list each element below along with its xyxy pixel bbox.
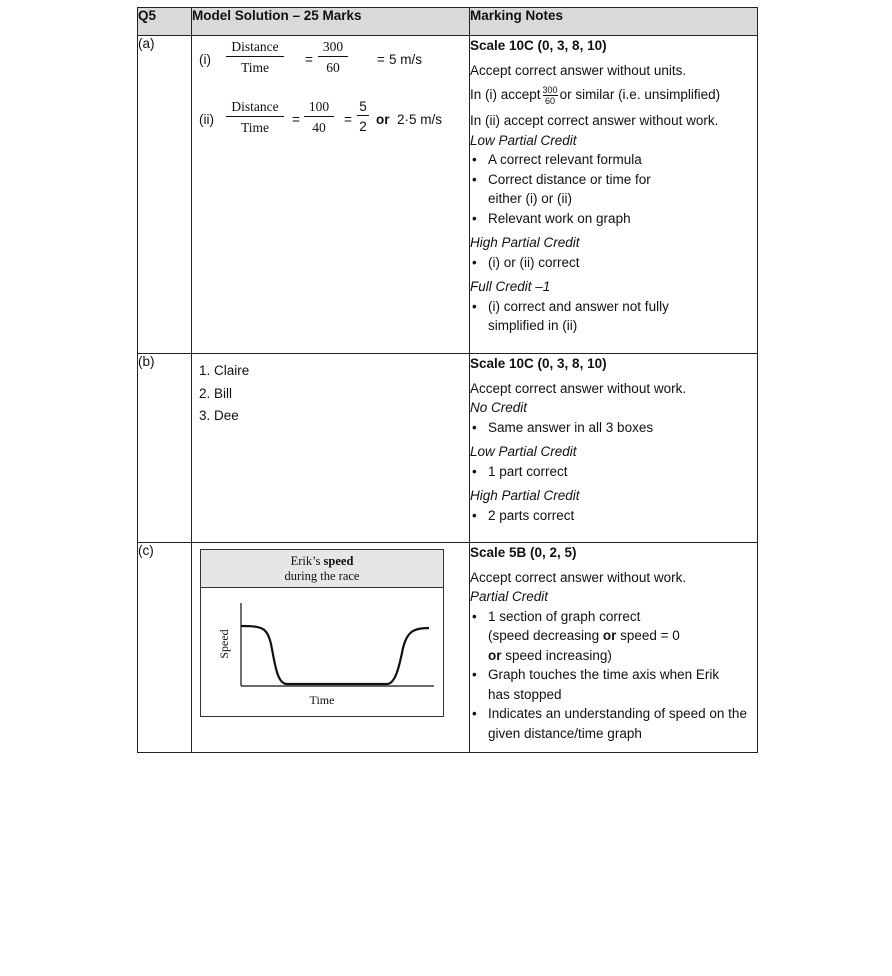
- solution-a: [192, 36, 470, 354]
- fraction-distance-time-ii: [226, 99, 284, 136]
- note-line: Accept correct answer without work.: [470, 380, 687, 396]
- numerator: 300: [318, 39, 348, 57]
- fraction-300-60: [318, 39, 348, 76]
- notes-b: [470, 354, 758, 543]
- denominator: Time: [240, 60, 269, 75]
- speed-graph: [200, 549, 444, 717]
- or-text: or: [602, 628, 617, 643]
- list-item: • (i) or (ii) correct: [470, 253, 757, 273]
- inline-fraction: [543, 85, 558, 106]
- equals-sign: =: [305, 52, 313, 67]
- row-b: [138, 354, 758, 543]
- low-credit-list: [470, 462, 757, 482]
- numerator: 300: [542, 85, 558, 95]
- note-line: Accept correct answer without work.: [470, 569, 687, 585]
- notes-a: [470, 36, 758, 354]
- note-text: In (i) accept: [470, 87, 541, 103]
- header-question: Q5: [138, 8, 192, 36]
- solution-c: [192, 543, 470, 753]
- credit-heading-low: Low Partial Credit: [470, 444, 577, 459]
- marking-scheme-table: [137, 7, 758, 753]
- list-item: • Indicates an understanding of speed on the given distance/time graph: [470, 704, 757, 743]
- note-text: speed = 0: [620, 628, 680, 643]
- no-credit-list: [470, 418, 757, 438]
- label-b: (b): [138, 354, 192, 543]
- speed-curve: [241, 626, 429, 684]
- list-item-line: [488, 626, 757, 646]
- numerator: 5: [357, 99, 369, 116]
- scale-c: Scale 5B (0, 2, 5): [470, 545, 577, 560]
- graph-title-text: Erik’s: [290, 554, 324, 568]
- or-text: or: [376, 112, 390, 127]
- list-item: 3. Dee: [199, 408, 239, 423]
- graph-subtitle: during the race: [284, 569, 360, 583]
- denominator: Time: [240, 120, 269, 135]
- credit-heading-high: High Partial Credit: [470, 235, 580, 250]
- answer-list: [192, 360, 469, 428]
- list-item: • Correct distance or time for either (i) or (ii): [470, 170, 668, 209]
- numerator: Distance: [226, 99, 284, 117]
- list-item: 1. Claire: [199, 363, 250, 378]
- list-item-line: [488, 646, 757, 666]
- denominator: 60: [326, 60, 340, 75]
- graph-title: [201, 550, 443, 588]
- low-credit-list: [470, 150, 757, 228]
- list-item: • Relevant work on graph: [470, 209, 757, 229]
- note-text: or similar (i.e. unsimplified): [559, 87, 721, 103]
- numerator: Distance: [226, 39, 284, 57]
- list-item: • 2 parts correct: [470, 506, 757, 526]
- or-text: or: [488, 647, 502, 663]
- credit-heading-low: Low Partial Credit: [470, 132, 577, 148]
- header-solution: Model Solution – 25 Marks: [192, 8, 470, 36]
- scale-b: Scale 10C (0, 3, 8, 10): [470, 356, 607, 371]
- list-item: [470, 607, 757, 666]
- list-item: • A correct relevant formula: [470, 150, 757, 170]
- note-text: (speed decreasing: [488, 628, 600, 643]
- fraction-100-40: [304, 99, 334, 136]
- denominator: 2: [359, 119, 367, 134]
- fraction-5-2: [357, 99, 369, 134]
- full-credit-list: [470, 297, 757, 336]
- list-item-line: • 1 section of graph correct: [488, 608, 641, 624]
- row-a: [138, 36, 758, 354]
- x-axis-label: Time: [309, 693, 335, 707]
- list-item: • 1 part correct: [470, 462, 757, 482]
- high-credit-list: [470, 253, 757, 273]
- list-item: • Same answer in all 3 boxes: [470, 418, 757, 438]
- answer-ii: 2·5 m/s: [397, 112, 443, 127]
- header-row: [138, 8, 758, 36]
- notes-c: [470, 543, 758, 753]
- solution-b: [192, 354, 470, 543]
- list-item: • (i) correct and answer not fully simplified in (ii): [470, 297, 698, 336]
- label-c: (c): [138, 543, 192, 753]
- denominator: 40: [312, 120, 326, 135]
- graph-plot: [201, 588, 443, 715]
- header-notes: Marking Notes: [470, 8, 758, 36]
- high-credit-list: [470, 506, 757, 526]
- credit-heading-partial: Partial Credit: [470, 589, 549, 604]
- y-axis-label: Speed: [217, 629, 231, 659]
- partial-credit-list: [470, 607, 757, 744]
- note-line: Accept correct answer without units.: [470, 62, 687, 78]
- list-item: • Graph touches the time axis when Erik has stopped: [470, 665, 743, 704]
- note-text: speed increasing): [505, 647, 612, 663]
- row-c: [138, 543, 758, 753]
- numerator: 100: [304, 99, 334, 117]
- scale-a: Scale 10C (0, 3, 8, 10): [470, 38, 607, 53]
- answer-i: 5 m/s: [389, 52, 423, 67]
- label-a: (a): [138, 36, 192, 354]
- note-line: In (ii) accept correct answer without work.: [470, 113, 719, 128]
- equals-sign: =: [377, 52, 385, 67]
- list-item: 2. Bill: [199, 385, 233, 401]
- equals-sign: =: [292, 112, 300, 127]
- credit-heading-high: High Partial Credit: [470, 488, 580, 503]
- graph-title-bold: speed: [323, 554, 354, 568]
- denominator: 60: [545, 96, 556, 106]
- equals-sign: =: [344, 112, 352, 127]
- note-line-accept-fraction: [470, 85, 757, 106]
- credit-heading-none: No Credit: [470, 400, 528, 415]
- part-i-label: (i): [199, 52, 211, 67]
- credit-heading-full: Full Credit –1: [470, 279, 551, 294]
- fraction-distance-time-i: [226, 39, 284, 76]
- part-ii-label: (ii): [199, 112, 214, 127]
